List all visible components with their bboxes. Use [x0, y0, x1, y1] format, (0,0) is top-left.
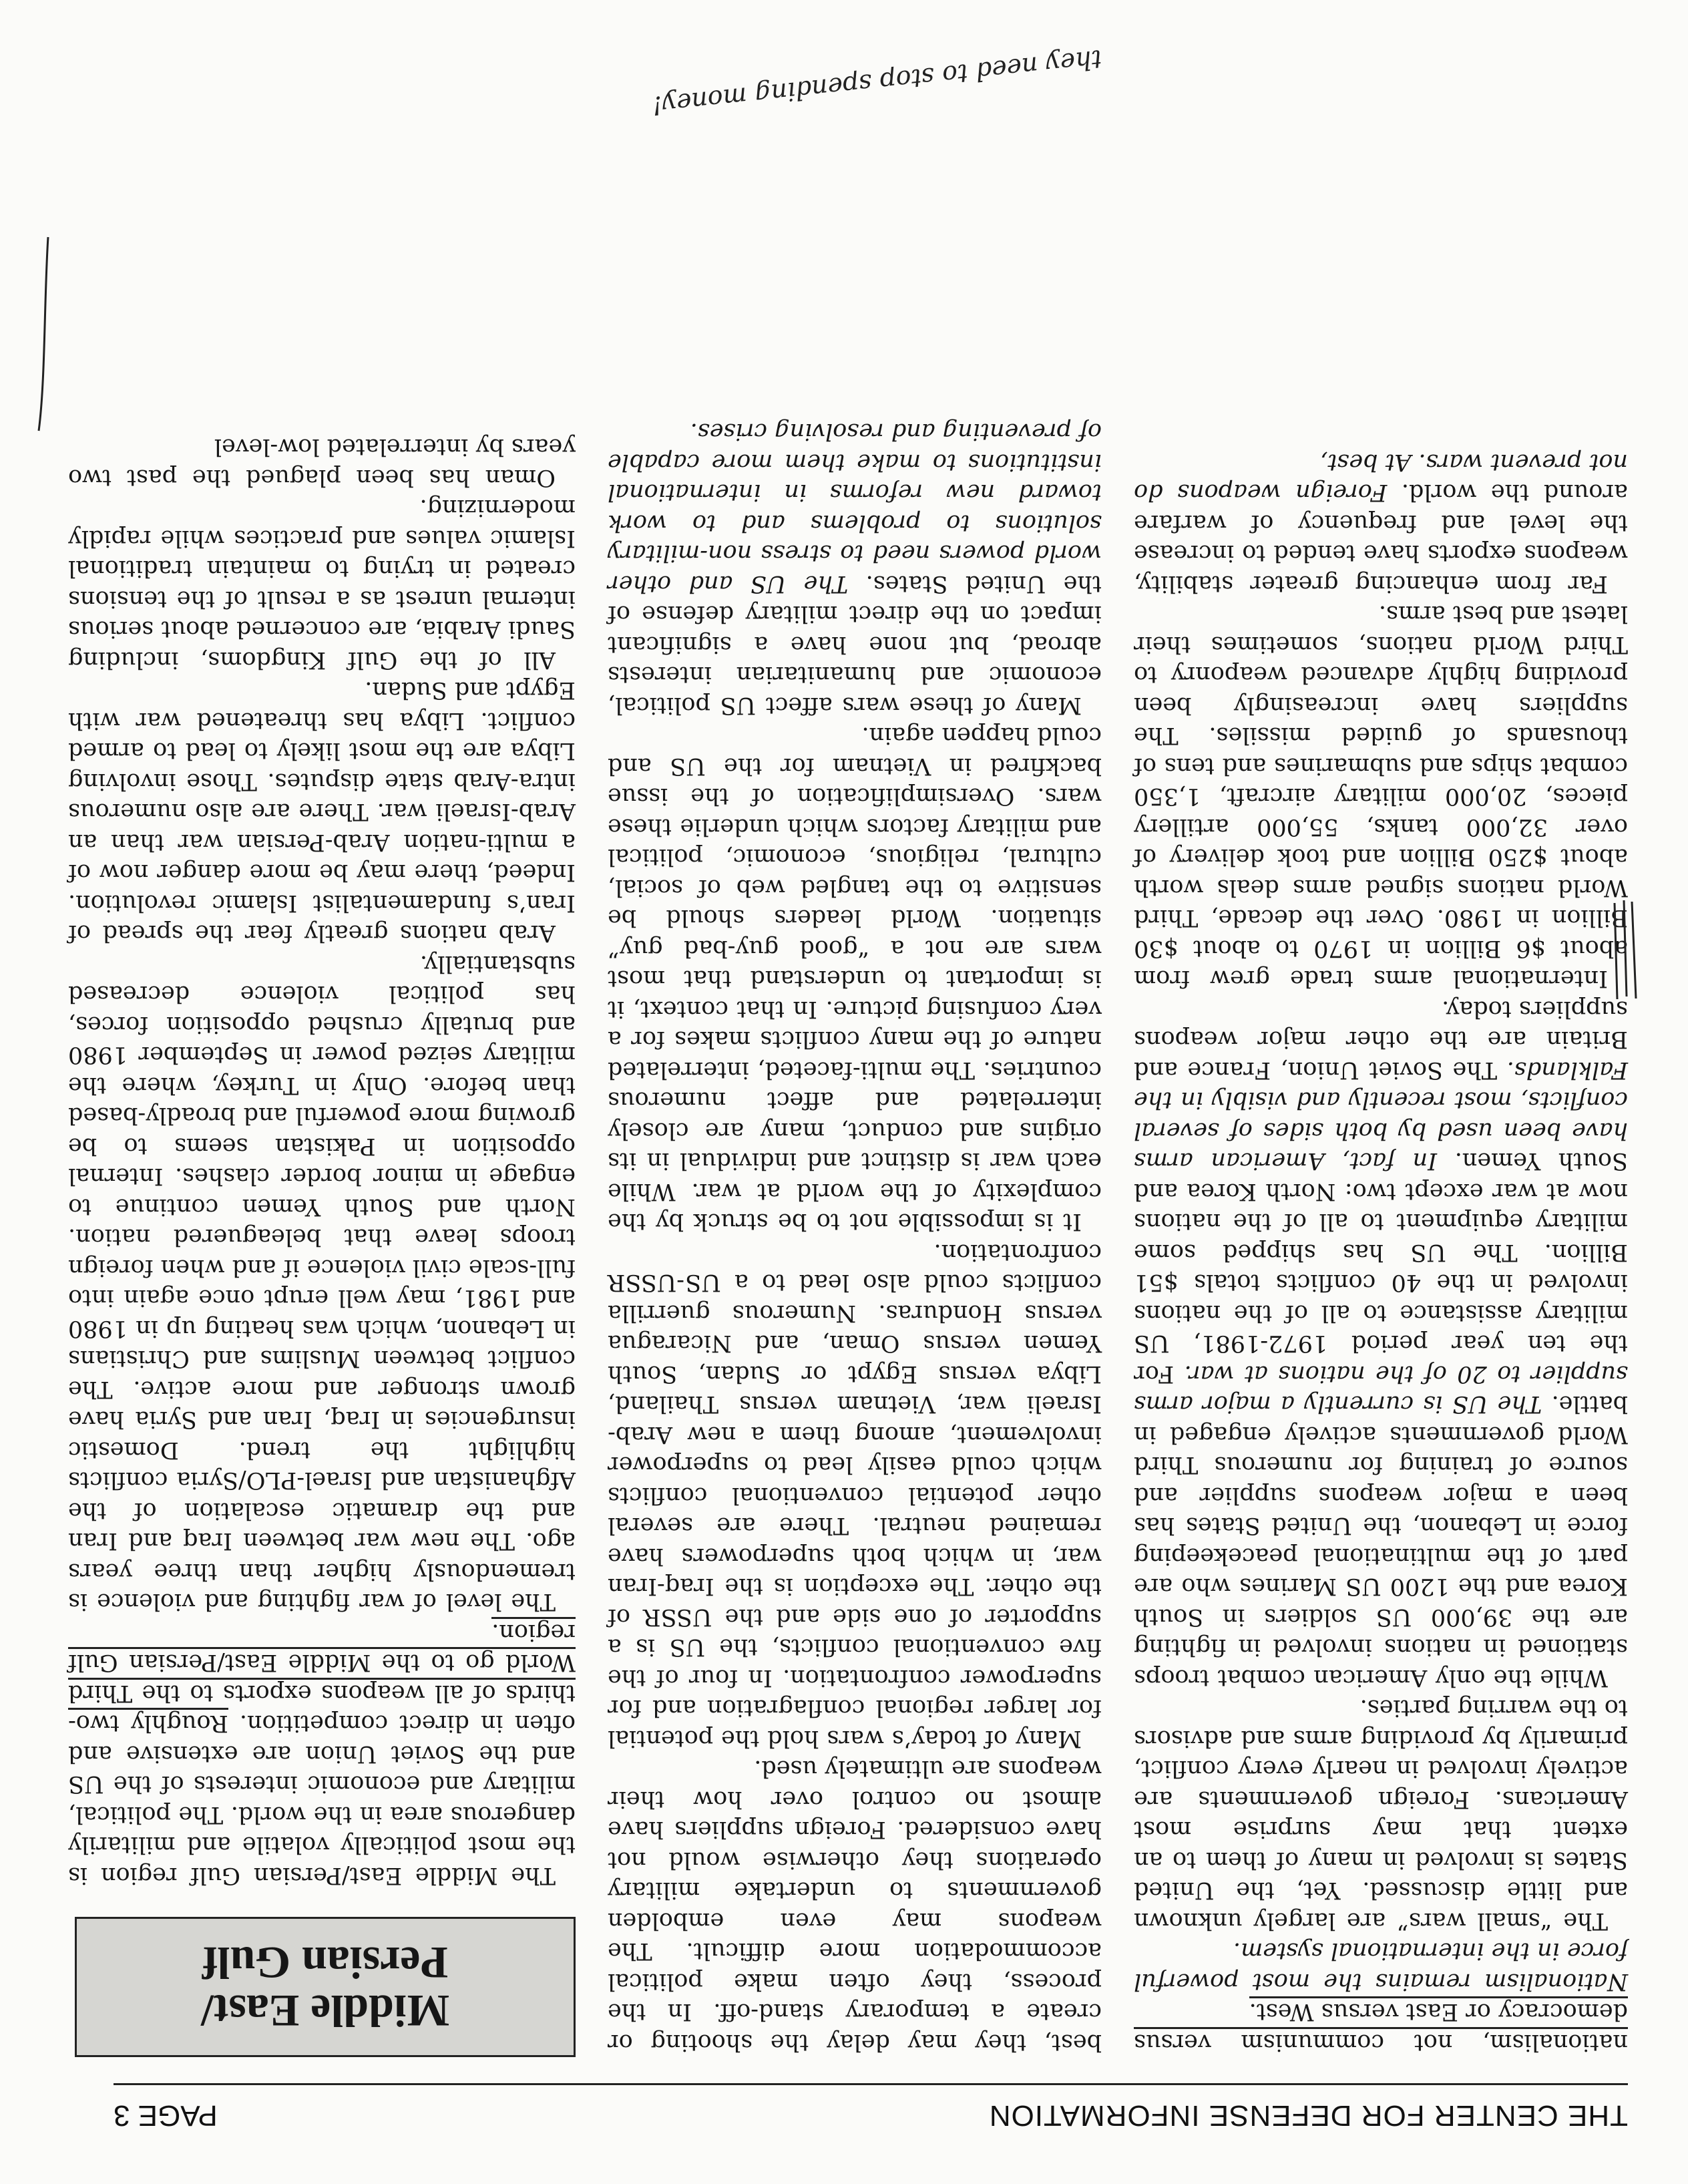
- paragraph: Far from enhancing greater stability, weapons exports have tended to increase the level and frequency of warfare around the world. Foreign weapons do not prevent wars. At best,: [1134, 449, 1628, 597]
- handwritten-note: they need to stop spending money!: [650, 44, 1104, 121]
- section-heading-line-1: Middle East/: [200, 1986, 450, 2036]
- paragraph: nationalism, not communism versus democracy or East versus West.: [1134, 1996, 1628, 2057]
- column-1: [1134, 447, 1628, 2058]
- paragraph: All of the Gulf Kingdoms, including Saudi Arabia, are concerned about serious internal unrest as a result of the tensions created in trying to maintain traditional Islamic values and practices while rapidly modernizing.: [68, 494, 576, 673]
- paragraph: Oman has been plagued the past two years by interrelated low-level: [68, 433, 576, 491]
- column-2: [608, 416, 1102, 2057]
- paragraph: Arab nations greatly fear the spread of Iran’s fundamentalist Islamic revolution. Indeed, there may be more danger now of a multi-nation Arab-Persian war than an Arab-Israeli war. There are also numerous intra-Arab state disputes. Those involving Libya are the most likely to lead to armed conflict. Libya has threatened war with Egypt and Sudan.: [68, 677, 576, 947]
- column-3: [68, 431, 576, 2057]
- paragraph: Many of today’s wars hold the potential for larger regional conflagration and for superpower confrontation. In four of the five conventional conflicts, the US is a supporter of one side and the USSR of the other. The exception is the Iraq-Iran war, in which both superpowers have remained neutral. There are several other potential conventional conflicts which could easily lead to superpower involvement, among them a new Arab-Israeli war, Vietnam versus Thailand, Libya versus Egypt or Sudan, South Yemen versus Oman, and Nicaragua versus Honduras. Numerous guerrilla conflicts could also lead to a US-USSR confrontation.: [608, 1239, 1102, 1752]
- paragraph: Many of these wars affect US political, economic and humanitarian interests abroad, but none have a significant impact on the direct military defense of the United States. The US and other world powers need to stress non-military solutions to problems and to work toward new reforms in international institutions to make them more capable of preventing and resolving crises.: [608, 418, 1102, 719]
- margin-bracket-icon: [32, 234, 52, 434]
- page-header: [114, 2084, 1628, 2144]
- section-heading-box: [75, 1917, 576, 2057]
- page-number: PAGE 3: [114, 2099, 218, 2132]
- paragraph: best, they may delay the shooting or create a temporary stand-off. In the process, they often make political accommodation more difficult. The weapons may even embolden governments to undertake military operations they otherwise would not have considered. Foreign suppliers have almost no control over how their weapons are ultimately used.: [608, 1755, 1102, 2056]
- margin-mark-icon: [1608, 895, 1641, 1002]
- organization-name: THE CENTER FOR DEFENSE INFORMATION: [988, 2099, 1628, 2132]
- header-rule: [114, 2083, 1628, 2085]
- section-heading-line-2: Persian Gulf: [202, 1938, 449, 1988]
- paragraph: The Middle East/Persian Gulf region is the most politically volatile and militarily dangerous area in the world. The political, military and economic interests of the US and the Soviet Union are extensive and often in direct competition. Roughly two-thirds of all weapons exports to the Third World go to the Middle East/Persian Gulf region.: [68, 1617, 576, 1891]
- paragraph: While the only American combat troops stationed in nations involved in fighting are the 39,000 US soldiers in South Korea and the 1200 US Marines who are part of the multinational peacekeeping force in Lebanon, the United States has been a major weapons supplier and source of training for numerous Third World governments actively engaged in battle. The US is currently a major arms supplier to 20 of the nations at war. For the ten year period 1972-1981, US military assistance to all of the nations involved in the 40 conflicts totals $51 Billion. The US has shipped some military equipment to all of the nations now at war except two: North Korea and South Yemen. In fact, American arms have been used by both sides of several conflicts, most recently and visibly in the Falklands. The Soviet Union, France and Britain are the other major weapons suppliers today.: [1134, 996, 1628, 1691]
- paragraph: The “small wars” are largely unknown and little discussed. Yet, the United States is involved in many of them to an extent that may surprise most Americans. Foreign governments are actively involved in nearly every conflict, primarily by providing arms and advisors to the warring parties.: [1134, 1694, 1628, 1934]
- paragraph: The level of war fighting and violence is tremendously higher than three years ago. The new war between Iraq and Iran and the dramatic escalation of the Afghanistan and Israel-PLO/Syria conflicts highlight the trend. Domestic insurgencies in Iraq, Iran and Syria have grown stronger and more active. The conflict between Muslims and Christians in Lebanon, which was heating up in 1980 and 1981, may well erupt once again into full-scale civil violence if and when foreign troops leave that beleaguered nation. North and South Yemen continue to engage in minor border clashes. Internal opposition in Pakistan seems to be growing more powerful and broadly-based than before. Only in Turkey, where the military seized power in September 1980 and brutally crushed opposition forces, has political violence decreased substantially.: [68, 950, 576, 1616]
- paragraph: International arms trade grew from about $6 Billion in 1970 to about $30 Billion in 1980. Over the decade, Third World nations signed arms deals worth about $250 Billion and took delivery of over 32,000 tanks, 55,000 artillery pieces, 20,000 military aircraft, 1,350 combat ships and submarines and tens of thousands of guided missiles. The suppliers have increasingly been providing highly advanced weaponry to Third World nations, sometimes their latest and best arms.: [1134, 600, 1628, 992]
- paragraph-emphasis: Nationalism remains the most powerful force in the international system.: [1134, 1938, 1628, 1995]
- paragraph: It is impossible not to be struck by the complexity of the world at war. While each war is distinct and individual in its origins and conduct, many are closely interrelated and affect numerous countries. The multi-faceted, interrelated nature of the many conflicts makes for a very confusing picture. In that context, it is important to understand that most wars are not a “good guy-bad guy” situation. World leaders should be sensitive to the tangled web of social, cultural, religious, economic, political and military factors which underlie these wars. Oversimplification of the issue backfired in Vietnam for the US and could happen again.: [608, 722, 1102, 1236]
